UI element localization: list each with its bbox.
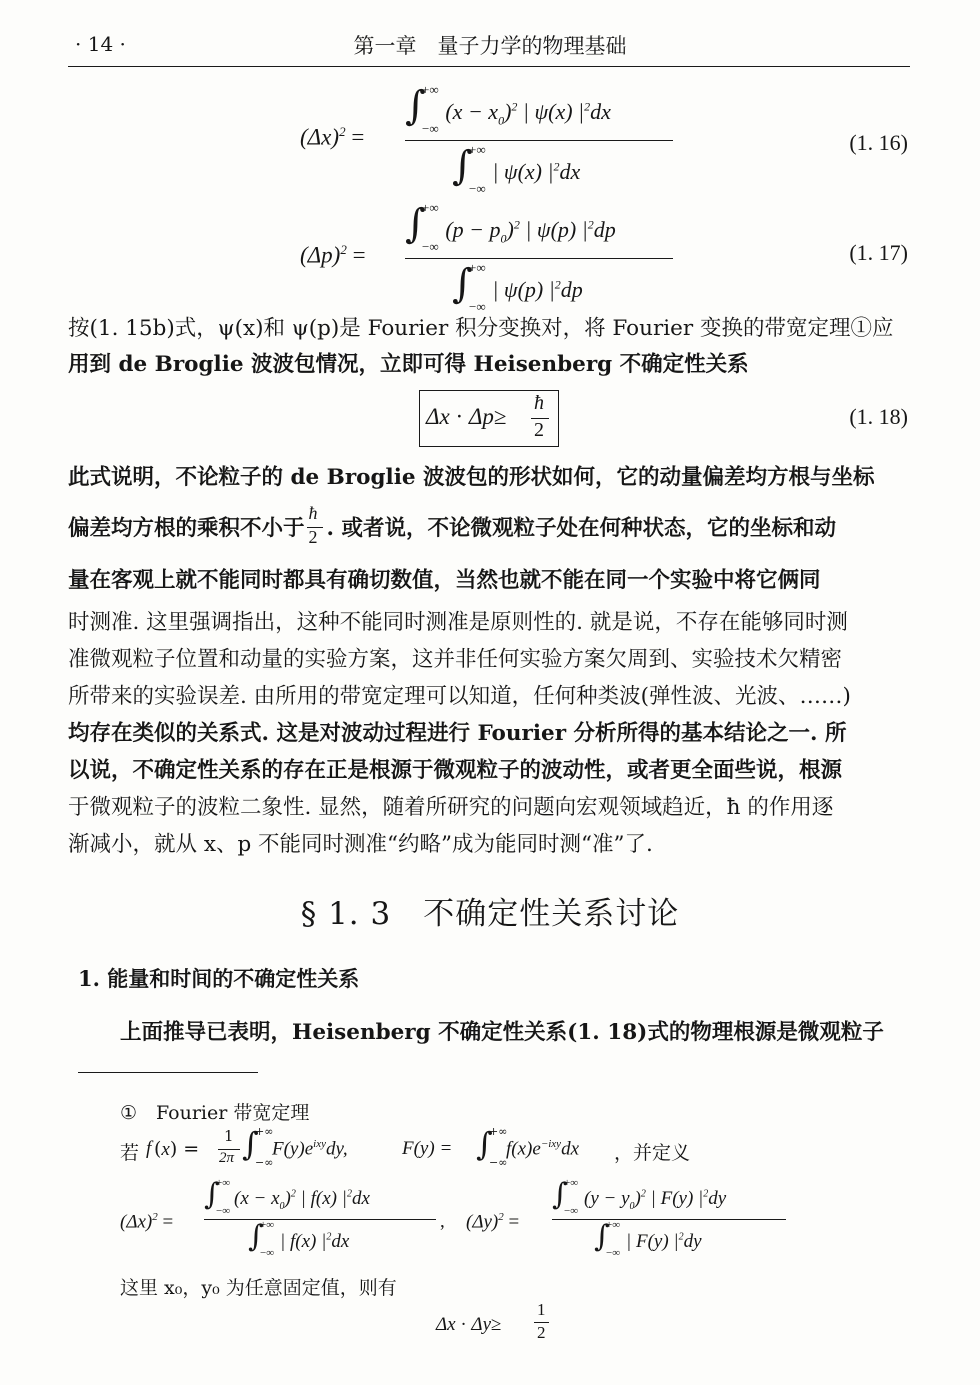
- paragraph-1-line-1: 按(1. 15b)式，ψ(x)和 ψ(p)是 Fourier 积分变换对，将 Fourier 变换的带宽定理①应: [68, 316, 894, 341]
- paragraph-2-line-2-start: 偏差均方根的乘积不小于: [68, 516, 305, 541]
- footnote-fourier-pair: 若 f (x) = 1 2π ∫ +∞ −∞ $F(y)e^{ixy}dy$, F(y) = ∫ +∞ −∞ $f(x)e^{-ixy}dx$ ，并定义: [120, 1125, 691, 1169]
- paragraph-2-line-2: [68, 505, 910, 552]
- equation-number-1-16: (1. 16): [849, 130, 908, 155]
- footnote-bandwidth-inequality: Δx · Δy≥ 1 2: [436, 1300, 566, 1352]
- paragraph-2-line-9: 于微观粒子的波粒二象性. 显然，随着所研究的问题向宏观领域趋近，ħ 的作用逐: [68, 795, 834, 820]
- header-rule: [68, 66, 910, 67]
- paragraph-2-line-10: 渐减小，就从 x、p 不能同时测准“约略”成为能同时测“准”了.: [68, 832, 653, 857]
- footnote-variance-definitions: $(\Delta x)^2$ = ∫ +∞ −∞ $(x - x_0)^2$ | f(x) $|^2dx$ ∫ +∞ −∞ | f(x) $|^2dx$ , $(\Delta y)^2$ = ∫ +∞ −∞ $(y - y_0)^2$ | F(y) $|^2dy$ ∫ +∞ −∞ | F(y) $|^2dy$: [120, 1178, 920, 1268]
- paragraph-2-line-5: 准微观粒子位置和动量的实验方案，这并非任何实验方案欠周到、实验技术欠精密: [68, 647, 843, 672]
- footnote-rule: [78, 1072, 258, 1073]
- paragraph-1-line-2: 用到 de Broglie 波波包情况，立即可得 Heisenberg 不确定性关系: [68, 352, 749, 377]
- equation-1-16: $(\Delta x)^2$ = ∫ +∞ −∞ $(x - x_0)^2$ | ψ(x) $|^2dx$ ∫ +∞ −∞ | ψ(x) $|^2dx$: [0, 80, 980, 200]
- paragraph-2-line-8: 以说，不确定性关系的存在正是根源于微观粒子的波动性，或者更全面些说，根源: [68, 758, 843, 783]
- heisenberg-relation-box: Δx · Δp≥ ħ 2: [419, 390, 559, 447]
- section-intro: 上面推导已表明，Heisenberg 不确定性关系(1. 18)式的物理根源是微观粒子: [120, 1020, 884, 1045]
- hbar-over-2: $\frac{ħ}{2}$: [305, 514, 327, 544]
- equation-number-1-17: (1. 17): [849, 240, 908, 265]
- chapter-title: 第一章 量子力学的物理基础: [353, 34, 627, 58]
- footnote-define: ，并定义: [614, 1142, 691, 1164]
- subsection-title: 1. 能量和时间的不确定性关系: [78, 966, 360, 991]
- page-number: · 14 ·: [75, 32, 126, 56]
- equation-1-17: $(\Delta p)^2$ = ∫ +∞ −∞ $(p - p_0)^2$ | ψ(p) $|^2dp$ ∫ +∞ −∞ | ψ(p) $|^2dp$: [0, 190, 980, 310]
- paragraph-2-line-4: 时测准. 这里强调指出，这种不能同时测准是原则性的. 就是说，不存在能够同时测: [68, 610, 848, 635]
- footnote-title: ① Fourier 带宽定理: [120, 1102, 310, 1124]
- section-title: § 1. 3 不确定性关系讨论: [300, 896, 680, 932]
- paragraph-2-line-7: 均存在类似的关系式. 这是对波动过程进行 Fourier 分析所得的基本结论之一. 所: [68, 721, 847, 746]
- paragraph-2-line-3: 量在客观上就不能同时都具有确切数值，当然也就不能在同一个实验中将它俩同: [68, 568, 821, 593]
- footnote-ruo: 若: [120, 1142, 140, 1164]
- paragraph-2-line-1: 此式说明，不论粒子的 de Broglie 波波包的形状如何，它的动量偏差均方根与坐标: [68, 465, 875, 490]
- paragraph-2-line-2-end: . 或者说，不论微观粒子处在何种状态，它的坐标和动: [326, 516, 836, 541]
- paragraph-2-line-6: 所带来的实验误差. 由所用的带宽定理可以知道，任何种类波(弹性波、光波、……): [68, 684, 851, 709]
- footnote-here: 这里 x₀，y₀ 为任意固定值，则有: [120, 1277, 397, 1299]
- equation-number-1-18: (1. 18): [849, 404, 908, 429]
